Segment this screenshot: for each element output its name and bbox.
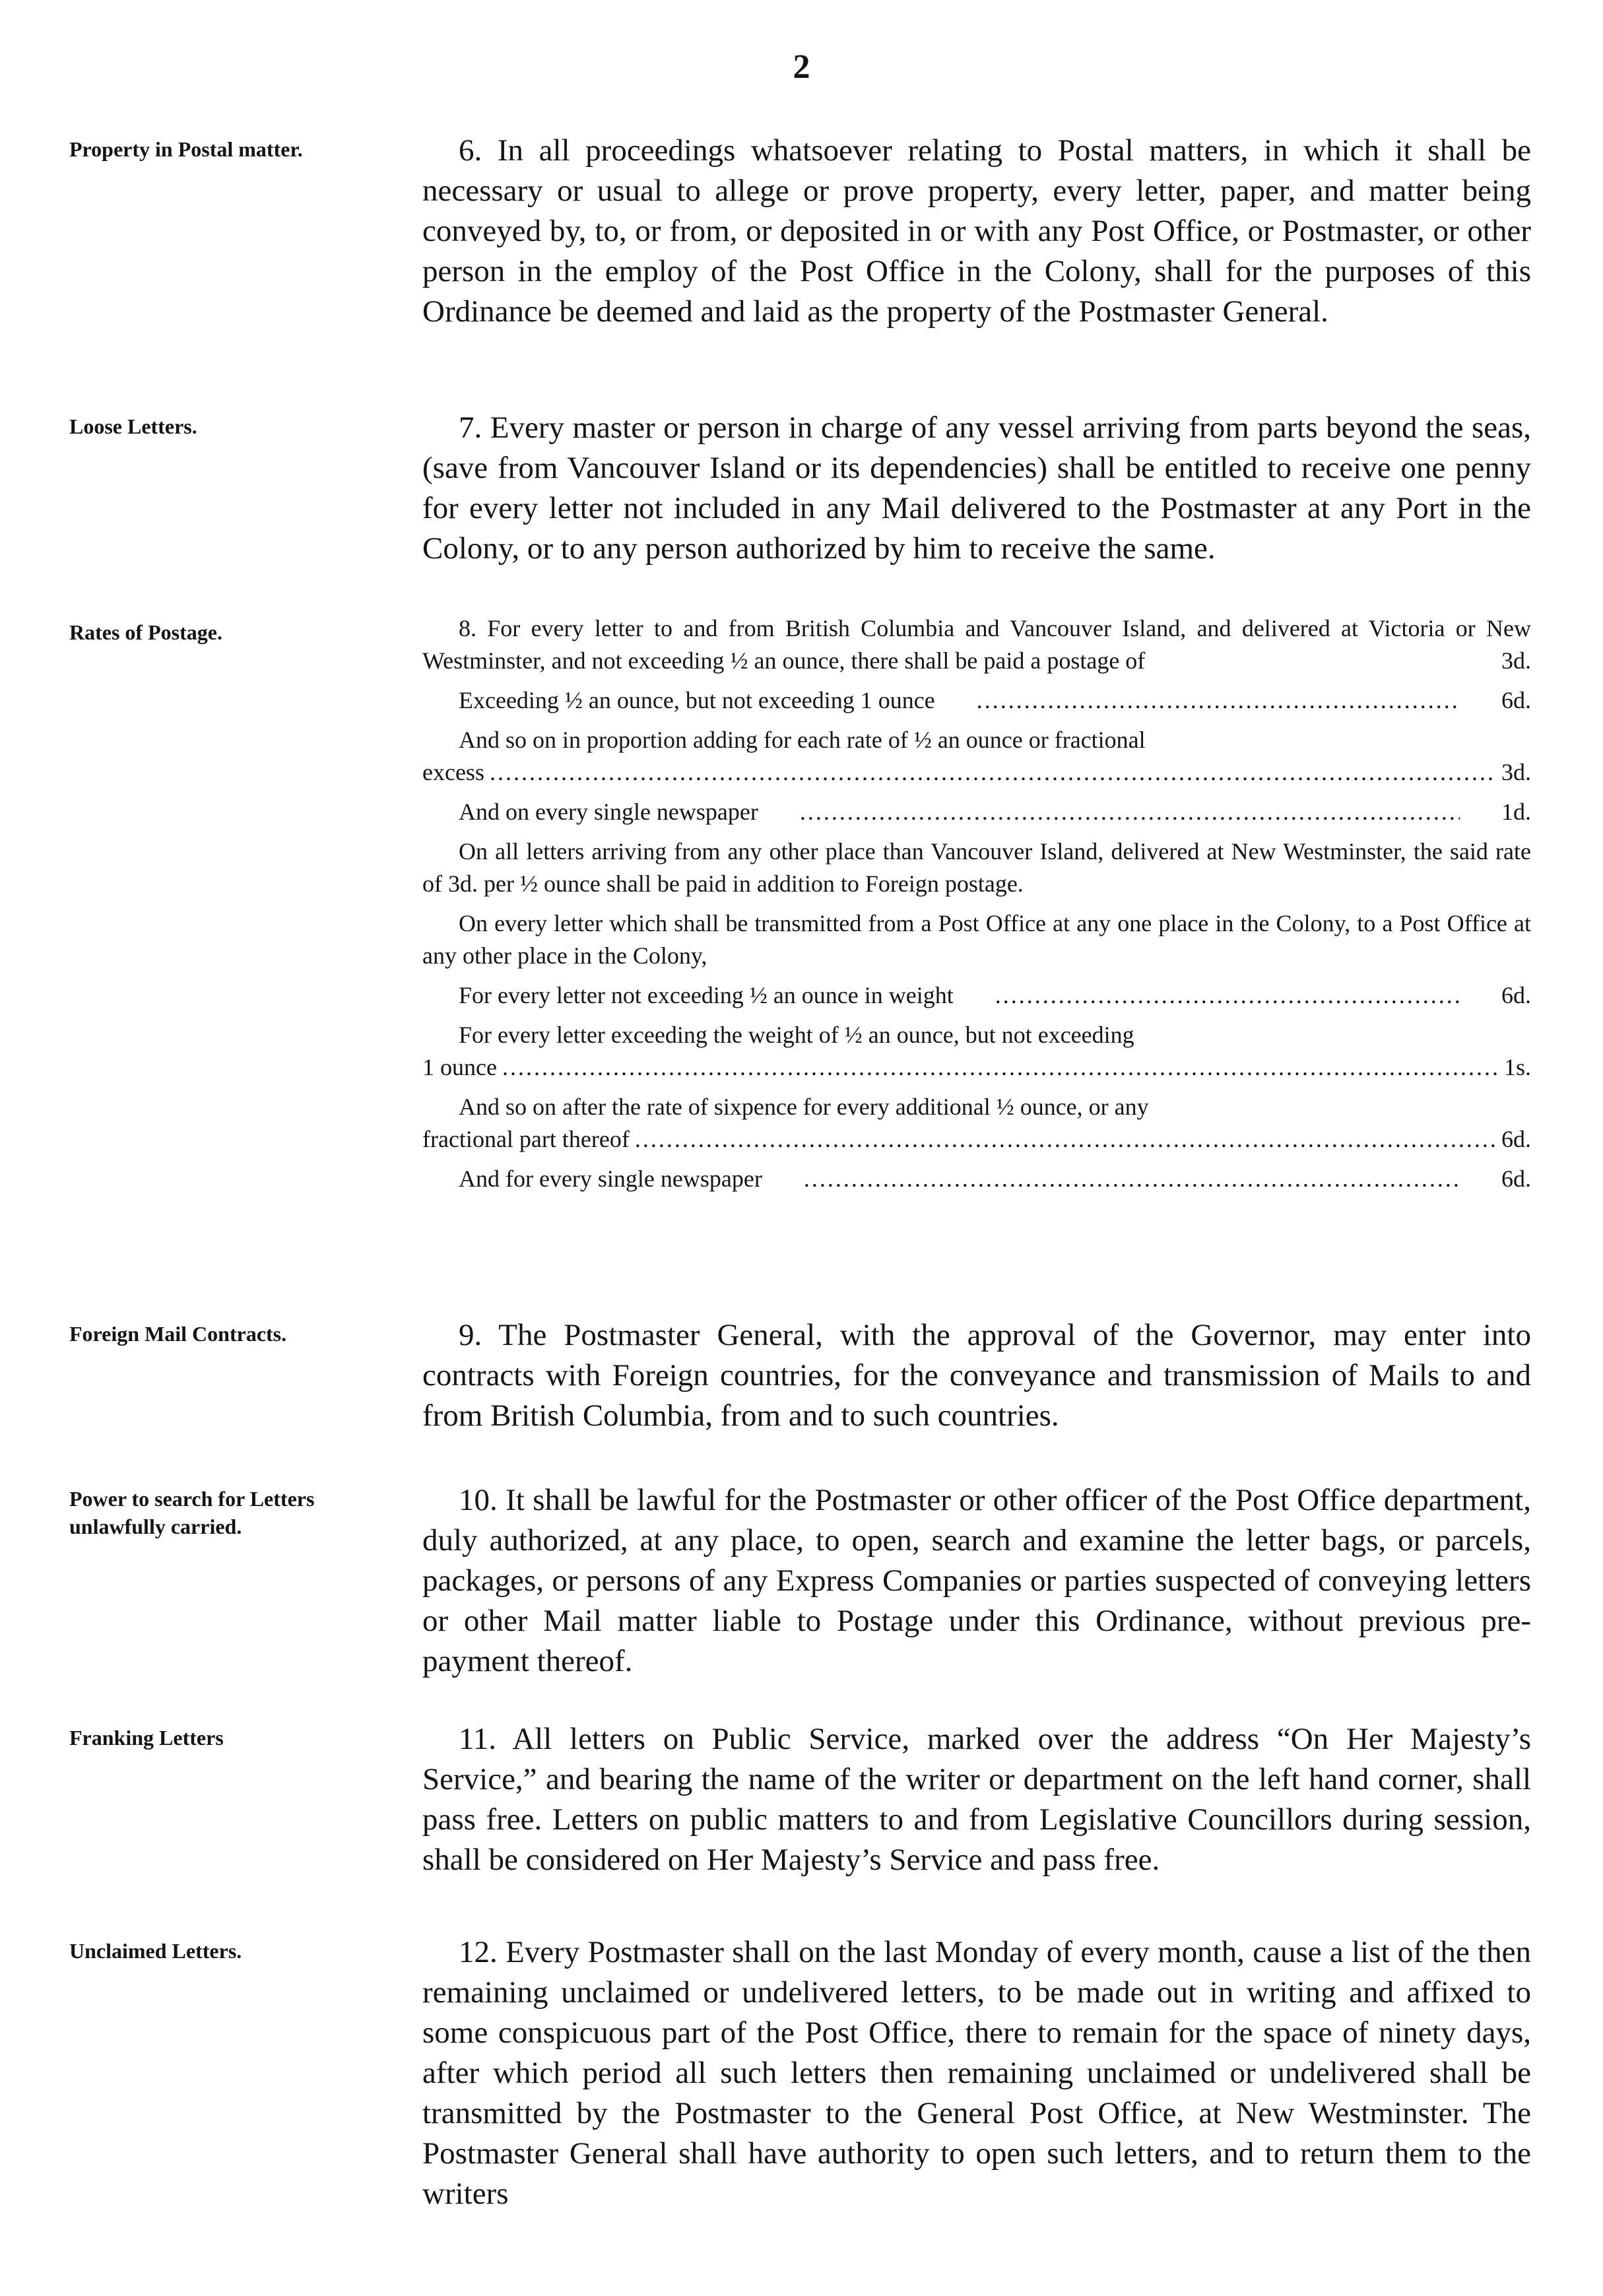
dot-leader: [768, 1163, 1460, 1195]
rates-foreign-note: On all letters arriving from any other place than Vancouver Island, delivered at New Westminster, the said rate of 3d. per ½ ounce shall be paid in addition to Foreign postage.: [422, 838, 1531, 897]
section-11: [422, 1719, 1531, 1880]
section-10: [422, 1480, 1531, 1682]
rates-intro-amount: 3d.: [1501, 647, 1531, 674]
section-12: [422, 1932, 1531, 2214]
rate-row-7-amount: 6d.: [1501, 1165, 1531, 1192]
rate-row-5-text: 1 ounce: [422, 1054, 497, 1080]
section-6-text: 6. In all proceedings whatsoever relating to Postal matters, in which it shall be necessary or usual to allege or prove property, every letter, paper, and matter being conveyed by, to, or from, or deposited in or with any Post Office, or Postmaster, or other person in the employ of the Post Office in the Colony, shall for the purposes of this Ordinance be deemed and laid as the property of the Postmaster General.: [422, 133, 1531, 329]
section-6: [422, 131, 1531, 332]
rate-row-5-amount: 1s.: [1503, 1054, 1531, 1080]
sidenote-unclaimed-letters: Unclaimed Letters.: [69, 1939, 242, 1963]
section-12-text: 12. Every Postmaster shall on the last Monday of every month, cause a list of the then remaining unclaimed or undelivered letters, to be made out in writing and affixed to some conspicuous part of the Post Office, there to remain for the space of ninety days, after which period all such letters then remaining unclaimed or undelivered shall be transmitted by the Postmaster to the General Post Office, at New Westminster. The Postmaster General shall have authority to open such letters, and to return them to the writers: [422, 1935, 1531, 2211]
section-9: [422, 1315, 1531, 1436]
rate-row-1: [422, 684, 1531, 717]
rate-row-2: [422, 756, 1531, 789]
rates-intro: [422, 612, 1531, 677]
dot-leader: [635, 1123, 1496, 1156]
rate-row-4-text: For every letter not exceeding ½ an ounce in weight: [459, 982, 954, 1008]
rate-row-6-intro: And so on after the rate of sixpence for every additional ½ ounce, or any: [459, 1094, 1149, 1120]
sidenote-loose-letters: Loose Letters.: [69, 414, 197, 438]
rate-row-3: [422, 796, 1531, 828]
rate-row-2-intro: And so on in proportion adding for each rate of ½ an ounce or fractional: [459, 727, 1146, 753]
section-8-rates: [422, 612, 1531, 1202]
rate-row-7-text: And for every single newspaper: [459, 1165, 762, 1192]
rate-row-3-text: And on every single newspaper: [459, 799, 758, 825]
rate-row-5: [422, 1051, 1531, 1084]
rate-row-7: [422, 1163, 1531, 1195]
sidenote-franking-letters: Franking Letters: [69, 1726, 224, 1750]
dot-leader: [490, 756, 1496, 789]
sidenote-rates-of-postage: Rates of Postage.: [69, 620, 222, 644]
section-7-text: 7. Every master or person in charge of any vessel arriving from parts beyond the seas, (save from Vancouver Island or its dependencies) shall be entitled to receive one penny for every letter not included in any Mail delivered to the Postmaster at any Port in the Colony, or to any person authorized by him to receive the same.: [422, 410, 1531, 566]
rate-row-6: [422, 1123, 1531, 1156]
sidenote-property: Property in Postal matter.: [69, 137, 303, 161]
dot-leader: [940, 684, 1460, 717]
sidenote-power-to-search: Power to search for Letters unlawfully carried.: [69, 1487, 315, 1538]
rate-row-5-intro: For every letter exceeding the weight of ½ an ounce, but not exceeding: [459, 1022, 1134, 1048]
rate-row-1-text: Exceeding ½ an ounce, but not exceeding 1 ounce: [459, 687, 935, 713]
rates-inland-intro: On every letter which shall be transmitted from a Post Office at any one place in the Colony, to a Post Office at any other place in the Colony,: [422, 910, 1531, 969]
rates-intro-text: 8. For every letter to and from British Columbia and Vancouver Island, and delivered at Victoria or New Westminster, and not exceeding ½ an ounce, there shall be paid a postage of: [422, 615, 1531, 674]
dot-leader: [764, 796, 1460, 828]
section-9-text: 9. The Postmaster General, with the approval of the Governor, may enter into contracts with Foreign countries, for the conveyance and transmission of Mails to and from British Columbia, from and to such countries.: [422, 1318, 1531, 1433]
rate-row-2-amount: 3d.: [1501, 759, 1531, 785]
dot-leader: [502, 1051, 1499, 1084]
section-10-text: 10. It shall be lawful for the Postmaster or other officer of the Post Office department, duly authorized, at any place, to open, search and examine the letter bags, or parcels, packages, or persons of any Express Companies or parties suspected of conveying letters or other Mail matter liable to Postage under this Ordinance, without previous pre-payment thereof.: [422, 1483, 1531, 1678]
section-11-text: 11. All letters on Public Service, marked over the address “On Her Majesty’s Service,” and bearing the name of the writer or department on the left hand corner, shall pass free. Letters on public matters to and from Legislative Councillors during session, shall be considered on Her Majesty’s Service and pass free.: [422, 1722, 1531, 1877]
section-7: [422, 408, 1531, 569]
page-number: 2: [793, 48, 810, 86]
rate-row-6-amount: 6d.: [1501, 1126, 1531, 1152]
rate-row-4-amount: 6d.: [1501, 982, 1531, 1008]
rate-row-2-text: excess: [422, 759, 484, 785]
rate-row-4: [422, 979, 1531, 1012]
rate-row-1-amount: 6d.: [1501, 687, 1531, 713]
rate-row-3-amount: 1d.: [1501, 799, 1531, 825]
dot-leader: [959, 979, 1460, 1012]
sidenote-foreign-mail-contracts: Foreign Mail Contracts.: [69, 1322, 287, 1346]
rate-row-6-text: fractional part thereof: [422, 1126, 630, 1152]
